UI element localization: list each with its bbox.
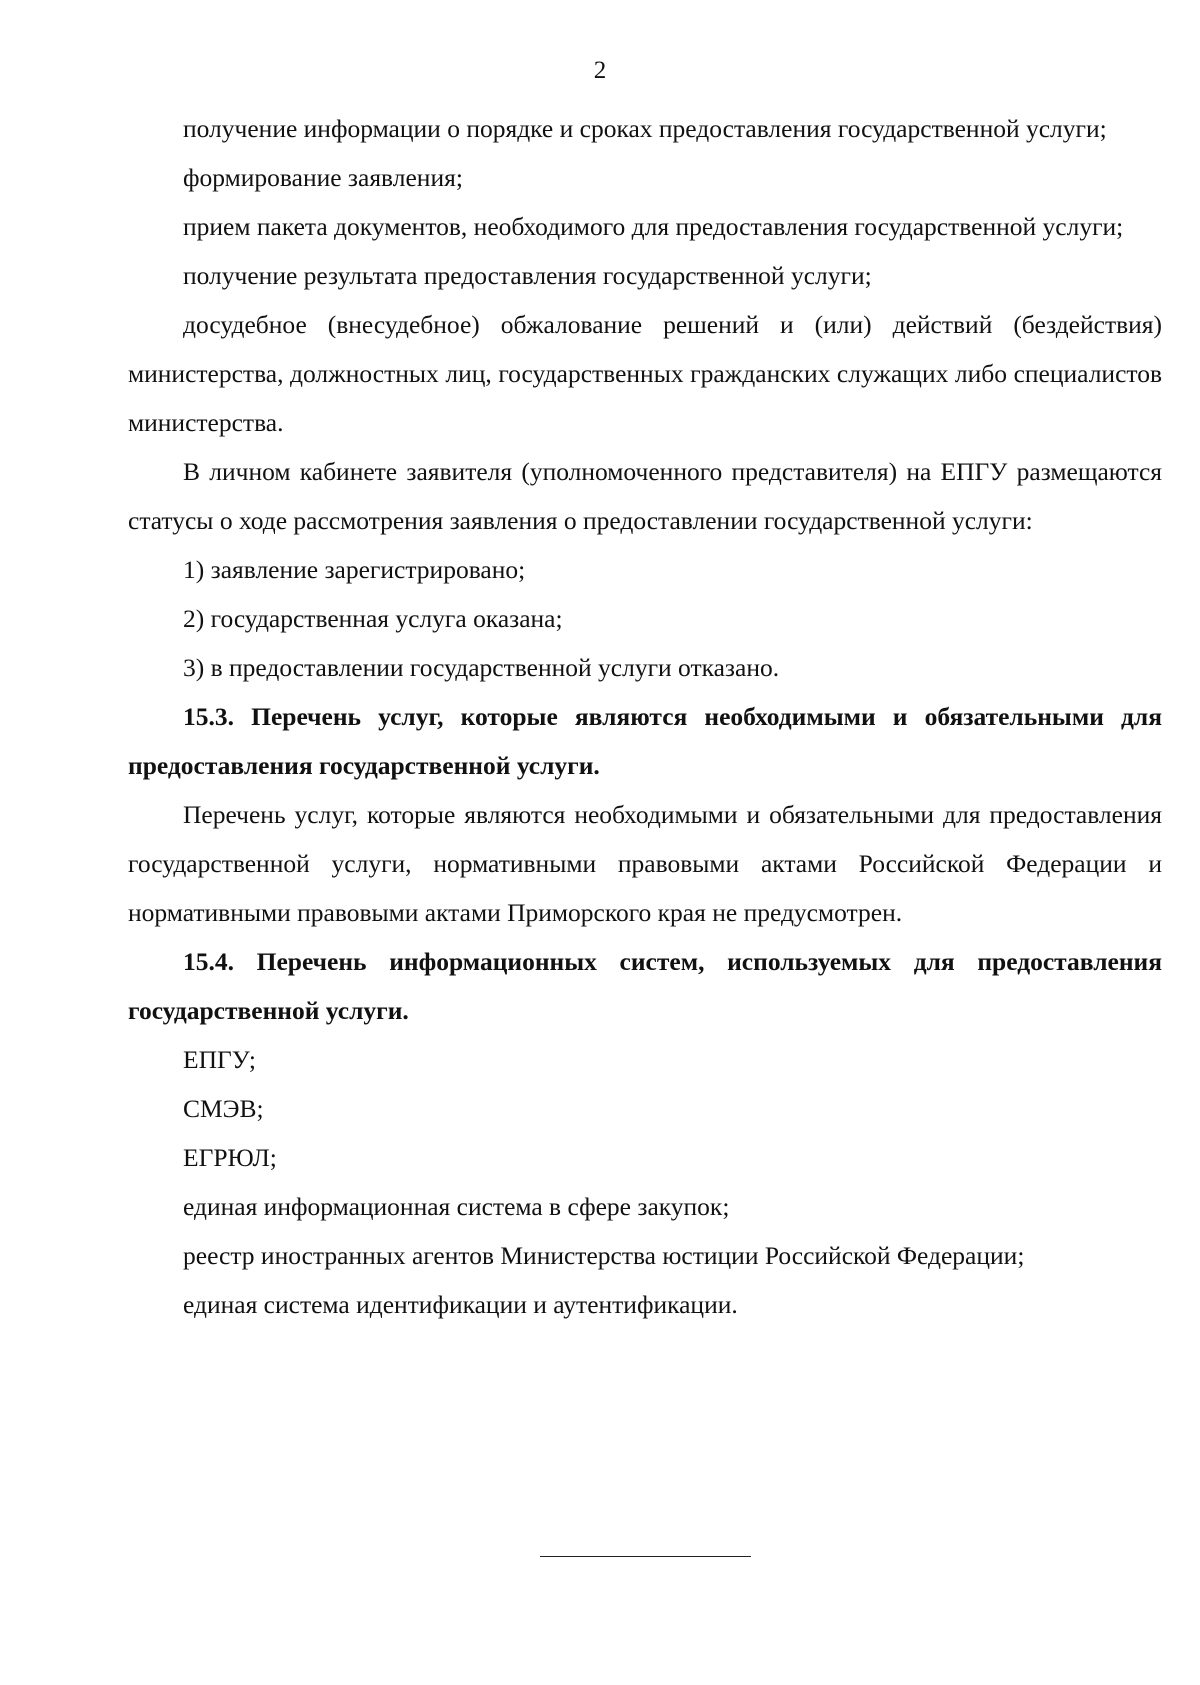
list-item-status-provided: 2) государственная услуга оказана; <box>183 604 563 633</box>
paragraph-form-application: формирование заявления; <box>183 163 463 192</box>
list-item-smev: СМЭВ; <box>183 1094 264 1123</box>
page-number: 2 <box>593 57 607 84</box>
list-item-status-registered: 1) заявление зарегистрировано; <box>183 555 526 584</box>
end-divider-line <box>540 1556 751 1557</box>
paragraph-receive-result: получение результата предоставления государственной услуги; <box>183 261 872 290</box>
section-heading-15-3: 15.3. Перечень услуг, которые являются необходимыми и обязательными для предоставления государственной услуги. <box>128 702 1162 780</box>
paragraph-pretrial-appeal: досудебное (внесудебное) обжалование решений и (или) действий (бездействия) министерства, должностных лиц, государственных гражданских служащих либо специалистов министерства. <box>128 310 1162 437</box>
list-item-foreign-agents-registry: реестр иностранных агентов Министерства юстиции Российской Федерации; <box>183 1241 1025 1270</box>
document-body <box>128 104 1162 1329</box>
paragraph-info-order: получение информации о порядке и сроках предоставления государственной услуги; <box>183 114 1107 143</box>
list-item-procurement-system: единая информационная система в сфере закупок; <box>183 1192 730 1221</box>
list-item-esia: единая система идентификации и аутентификации. <box>183 1290 738 1319</box>
section-heading-15-4: 15.4. Перечень информационных систем, используемых для предоставления государственной услуги. <box>128 947 1162 1025</box>
paragraph-receive-documents: прием пакета документов, необходимого для предоставления государственной услуги; <box>183 212 1124 241</box>
paragraph-personal-cabinet: В личном кабинете заявителя (уполномоченного представителя) на ЕПГУ размещаются статусы о ходе рассмотрения заявления о предоставлении государственной услуги: <box>128 457 1162 535</box>
list-item-epgu: ЕПГУ; <box>183 1045 256 1074</box>
paragraph-services-list: Перечень услуг, которые являются необходимыми и обязательными для предоставления государственной услуги, нормативными правовыми актами Российской Федерации и нормативными правовыми актами Приморского края не предусмотрен. <box>128 800 1162 927</box>
list-item-status-refused: 3) в предоставлении государственной услуги отказано. <box>183 653 780 682</box>
list-item-egrul: ЕГРЮЛ; <box>183 1143 277 1172</box>
